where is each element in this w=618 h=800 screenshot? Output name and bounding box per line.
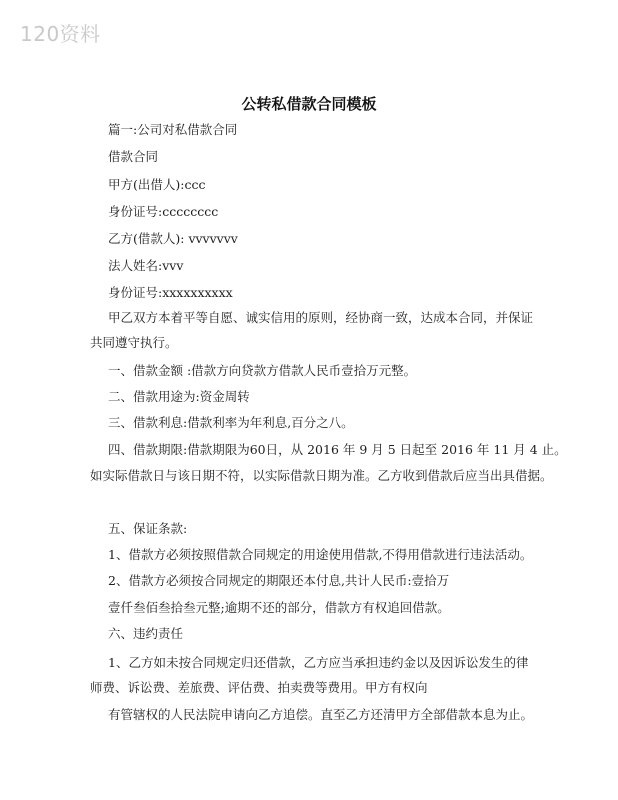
clause-loan-term-line-1: 四、借款期限:借款期限为60日，从 2016 年 9 月 5 日起至 2016 年 11 月 4 止。 [108, 442, 567, 457]
breach-item-1-line-1: 1、乙方如未按合同规定归还借款，乙方应当承担违约金以及因诉讼发生的律 [108, 655, 529, 670]
watermark-logo: 120资料 [20, 22, 101, 46]
document-title: 公转私借款合同模板 [241, 95, 377, 113]
clause-loan-amount: 一、借款金额 :借款方向贷款方借款人民币壹拾万元整。 [108, 363, 417, 378]
borrower-id-line: 身份证号:xxxxxxxxxx [108, 285, 233, 300]
contract-heading: 借款合同 [108, 149, 159, 164]
clause-breach-heading: 六、违约责任 [108, 626, 184, 641]
preamble-line-1: 甲乙双方本着平等自愿、诚实信用的原则，经协商一致，达成本合同，并保证 [108, 310, 534, 325]
clause-loan-term-line-2: 如实际借款日与该日期不符，以实际借款日期为准。乙方收到借款后应当出具借据。 [90, 468, 553, 483]
clause-loan-interest: 三、借款利息:借款利率为年利息,百分之八。 [108, 415, 354, 430]
lender-id-line: 身份证号:cccccccc [108, 204, 219, 219]
breach-item-1-line-3: 有管辖权的人民法院申请向乙方追偿。直至乙方还清甲方全部借款本息为止。 [108, 707, 534, 722]
section-heading-part-one: 篇一:公司对私借款合同 [108, 122, 238, 137]
guarantee-item-2-line-2: 壹仟叁佰叁拾叁元整;逾期不还的部分，借款方有权追回借款。 [108, 600, 450, 615]
clause-guarantee-heading: 五、保证条款: [108, 521, 188, 536]
preamble-line-2: 共同遵守执行。 [90, 335, 178, 350]
guarantee-item-2-line-1: 2、借款方必须按合同规定的期限还本付息,共计人民币:壹拾万 [108, 573, 450, 588]
breach-item-1-line-2: 师费、诉讼费、差旅费、评估费、拍卖费等费用。甲方有权向 [90, 680, 428, 695]
clause-loan-purpose: 二、借款用途为:资金周转 [108, 389, 250, 404]
legal-person-line: 法人姓名:vvv [108, 258, 184, 273]
lender-line: 甲方(出借人):ccc [108, 177, 206, 192]
borrower-line: 乙方(借款人): vvvvvvv [108, 231, 238, 246]
guarantee-item-1: 1、借款方必须按照借款合同规定的用途使用借款,不得用借款进行违法活动。 [108, 547, 533, 562]
